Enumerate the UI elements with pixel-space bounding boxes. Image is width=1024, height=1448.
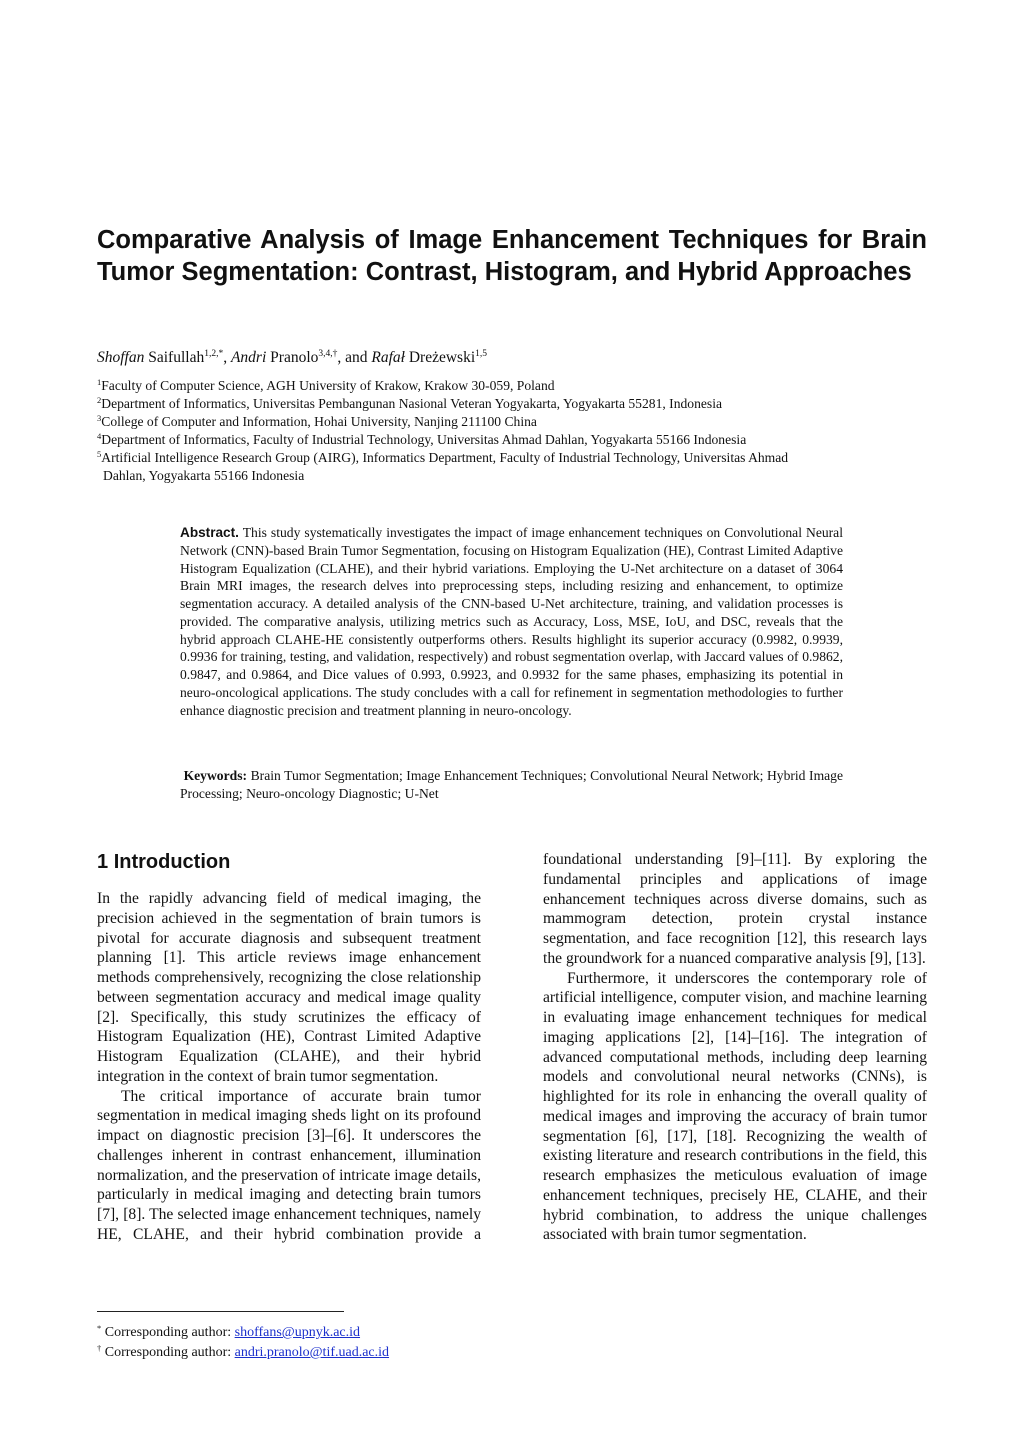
affiliation-item: $^5$Artificial Intelligence Research Group (AIRG), Informatics Department, Faculty of Industrial Technology, Universitas Ahmad [97, 449, 789, 465]
abstract [180, 524, 843, 719]
affiliation-item: $^2$Department of Informatics, Universitas Pembangunan Nasional Veteran Yogyakarta, Yogyakarta 55281, Indonesia [97, 395, 723, 411]
section-title: Introduction [113, 851, 231, 873]
paragraph: Furthermore, it underscores the contemporary role of artificial intelligence, computer vision, and machine learning in evaluating image enhancement techniques for medical imaging applications [2], [14]–[16]. The integration of advanced computational methods, including deep learning models and convolutional neural networks (CNNs), is highlighted for its role in enhancing the overall quality of medical images and improving the accuracy of brain tumor segmentation [6], [17], [18]. Recognizing the wealth of existing literature and research contributions in the field, this research emphasizes the meticulous evaluation of image enhancement techniques, precisely HE, CLAHE, and their hybrid combination, to address the unique challenges associated with brain tumor segmentation. [543, 969, 927, 1244]
affiliation-item: $^4$Department of Informatics, Faculty of Industrial Technology, Universitas Ahmad Dahlan, Yogyakarta 55166 Indonesia [97, 431, 747, 447]
paragraph-continuation: foundational understanding [9]–[11]. By exploring the fundamental principles and applications of image enhancement techniques across diverse domains, such as mammogram detection, protein crystal instance segmentation, and face recognition [12], this research lays the groundwork for a nuanced comparative analysis [9], [13]. [543, 851, 927, 967]
email-link[interactable]: shoffans@upnyk.ac.id [234, 1325, 361, 1340]
author-first-name: Shoffan [97, 349, 145, 366]
author-first-name: Andri [230, 349, 267, 366]
affiliation-continuation: Dahlan, Yogyakarta 55166 Indonesia [103, 468, 305, 483]
section-number: 1 [97, 851, 109, 873]
footnote [97, 1344, 389, 1362]
abstract-text: This study systematically investigates the impact of image enhancement techniques on Convolutional Neural Network (CNN)-based Brain Tumor Segmentation, focusing on Histogram Equalization (HE), Contrast Limited Adaptive Histogram Equalization (CLAHE), and their hybrid variations. Employing the U-Net architecture on a dataset of 3064 Brain MRI images, the research delves into preprocessing steps, including resizing and enhancement, to optimize segmentation accuracy. A detailed analysis of the CNN-based U-Net architecture, training, and validation processes is provided. The comparative analysis, utilizing metrics such as Accuracy, Loss, MSE, IoU, and DSC, reveals that the hybrid approach CLAHE-HE consistently outperforms others. Results highlight its superior accuracy (0.9982, 0.9939, 0.9936 for training, testing, and validation, respectively) and robust segmentation overlap, with Jaccard values of 0.9862, 0.9847, and 0.9864, and Dice values of 0.993, 0.9923, and 0.9932 for the same phases, emphasizing its potential in neuro-oncological applications. The study concludes with a call for refinement in segmentation methodologies to further enhance diagnostic precision and treatment planning in neuro-oncology. [180, 525, 843, 718]
keywords-text: Brain Tumor Segmentation; Image Enhancement Techniques; Convolutional Neural Network; Hybrid Image Processing; Neuro-oncology Diagnostic; U-Net [180, 768, 844, 801]
paragraph: In the rapidly advancing field of medical imaging, the precision achieved in the segmentation of brain tumors is pivotal for accurate diagnosis and subsequent treatment planning [1]. This article reviews image enhancement methods comprehensively, recognizing the close relationship between segmentation accuracy and medical image quality [2]. Specifically, this study scrutinizes the efficacy of Histogram Equalization (HE), Contrast Limited Adaptive Histogram Equalization (CLAHE), and their hybrid integration in the context of brain tumor segmentation. [97, 890, 481, 1085]
keywords [180, 767, 843, 803]
affiliation-list [97, 377, 927, 485]
author-list: Shoffan Saifullah$^{1,2,*}$, Andri Pranolo$^{3,4,\dagger}$, and Rafał Dreżewski$^{1,5}$ [97, 349, 488, 366]
paper-title: Comparative Analysis of Image Enhancement Techniques for Brain Tumor Segmentation: Contrast, Histogram, and Hybrid Approaches [97, 226, 927, 286]
author-connector: and [345, 349, 368, 366]
author-affiliation-marker: 1,2,* [204, 349, 224, 359]
author-affiliation-marker: 1,5 [475, 349, 488, 359]
footnote-label: Corresponding author: [104, 1345, 232, 1360]
author-last-name: Saifullah [148, 349, 205, 366]
affiliation-item: $^3$College of Computer and Information, Hohai University, Nanjing 211100 China [97, 413, 537, 429]
footnote-divider [97, 1311, 344, 1312]
author-last-name: Dreżewski [408, 349, 476, 366]
author-last-name: Pranolo [270, 349, 319, 366]
footnote-mark: * [97, 1323, 102, 1333]
affiliation-item: $^1$Faculty of Computer Science, AGH University of Krakow, Krakow 30-059, Poland [97, 377, 555, 393]
email-link[interactable]: andri.pranolo@tif.uad.ac.id [234, 1345, 390, 1360]
left-column [97, 889, 481, 1245]
author-first-name: Rafał [371, 349, 405, 366]
abstract-label: Abstract. [180, 525, 239, 540]
section-heading [97, 850, 230, 874]
right-column [543, 850, 927, 1245]
author-affiliation-marker: 3,4,† [318, 349, 338, 359]
keywords-label: Keywords: [183, 768, 248, 783]
footnote [97, 1324, 360, 1342]
footnote-label: Corresponding author: [104, 1325, 232, 1340]
paragraph: The critical importance of accurate brain tumor segmentation in medical imaging sheds light on its profound impact on diagnostic precision [3]–[6]. It underscores the challenges inherent in contrast enhancement, illumination normalization, and the preservation of intricate image details, particularly in medical imaging and detecting brain tumors [7], [8]. The selected image enhancement techniques, namely HE, CLAHE, and their hybrid combination provide a [97, 1087, 481, 1243]
footnote-mark: † [97, 1343, 102, 1353]
